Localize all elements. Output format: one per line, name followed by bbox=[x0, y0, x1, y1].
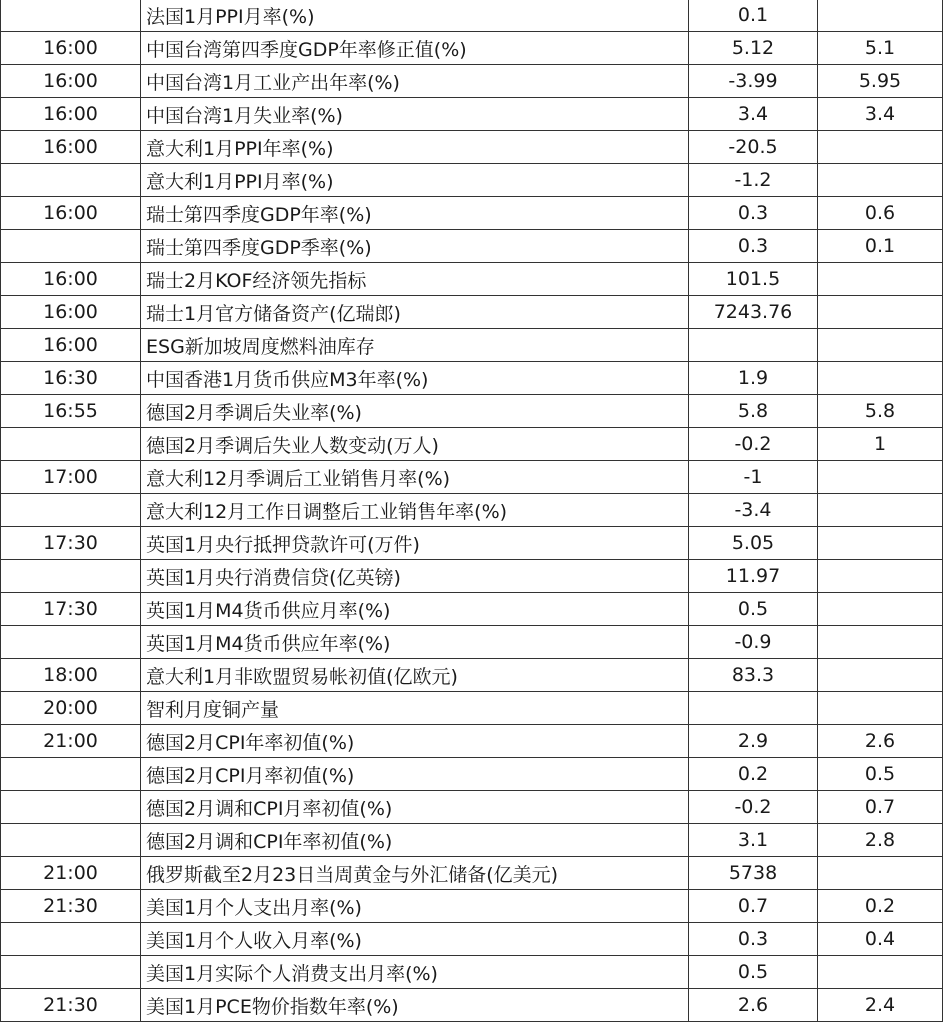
previous-value-cell: 2.9 bbox=[689, 725, 818, 758]
indicator-cell: 意大利1月PPI年率(%) bbox=[141, 131, 689, 164]
indicator-cell: 美国1月PCE物价指数年率(%) bbox=[141, 989, 689, 1022]
forecast-value-cell: 0.5 bbox=[818, 758, 943, 791]
forecast-value-cell bbox=[818, 263, 943, 296]
indicator-cell: 美国1月个人收入月率(%) bbox=[141, 923, 689, 956]
table-row bbox=[1, 692, 943, 725]
previous-value-cell: -3.4 bbox=[689, 494, 818, 527]
forecast-value-cell: 2.4 bbox=[818, 989, 943, 1022]
time-cell bbox=[1, 164, 141, 197]
forecast-value-cell bbox=[818, 329, 943, 362]
indicator-cell: 德国2月调和CPI月率初值(%) bbox=[141, 791, 689, 824]
forecast-value-cell bbox=[818, 362, 943, 395]
previous-value-cell: 0.3 bbox=[689, 197, 818, 230]
time-cell: 16:00 bbox=[1, 65, 141, 98]
forecast-value-cell bbox=[818, 461, 943, 494]
table-row bbox=[1, 824, 943, 857]
time-cell: 17:00 bbox=[1, 461, 141, 494]
indicator-cell: 德国2月调和CPI年率初值(%) bbox=[141, 824, 689, 857]
time-cell bbox=[1, 791, 141, 824]
table-row bbox=[1, 98, 943, 131]
forecast-value-cell: 0.1 bbox=[818, 230, 943, 263]
forecast-value-cell bbox=[818, 527, 943, 560]
forecast-value-cell bbox=[818, 626, 943, 659]
indicator-cell: 中国台湾1月失业率(%) bbox=[141, 98, 689, 131]
table-row bbox=[1, 725, 943, 758]
forecast-value-cell bbox=[818, 164, 943, 197]
table-row bbox=[1, 296, 943, 329]
forecast-value-cell: 2.6 bbox=[818, 725, 943, 758]
forecast-value-cell bbox=[818, 857, 943, 890]
forecast-value-cell: 5.95 bbox=[818, 65, 943, 98]
indicator-cell: 瑞士1月官方储备资产(亿瑞郎) bbox=[141, 296, 689, 329]
table-row bbox=[1, 659, 943, 692]
time-cell bbox=[1, 230, 141, 263]
previous-value-cell: 5.05 bbox=[689, 527, 818, 560]
forecast-value-cell: 0.4 bbox=[818, 923, 943, 956]
time-cell: 16:00 bbox=[1, 296, 141, 329]
previous-value-cell: -1 bbox=[689, 461, 818, 494]
forecast-value-cell bbox=[818, 296, 943, 329]
previous-value-cell: 11.97 bbox=[689, 560, 818, 593]
previous-value-cell: 7243.76 bbox=[689, 296, 818, 329]
table-row bbox=[1, 0, 943, 32]
table-row bbox=[1, 956, 943, 989]
forecast-value-cell bbox=[818, 659, 943, 692]
time-cell: 16:55 bbox=[1, 395, 141, 428]
time-cell bbox=[1, 758, 141, 791]
table-row bbox=[1, 164, 943, 197]
table-row bbox=[1, 395, 943, 428]
indicator-cell: 瑞士第四季度GDP季率(%) bbox=[141, 230, 689, 263]
table-row bbox=[1, 65, 943, 98]
time-cell: 16:00 bbox=[1, 32, 141, 65]
time-cell: 21:30 bbox=[1, 890, 141, 923]
time-cell: 17:30 bbox=[1, 527, 141, 560]
table-row bbox=[1, 263, 943, 296]
indicator-cell: 瑞士2月KOF经济领先指标 bbox=[141, 263, 689, 296]
table-row bbox=[1, 32, 943, 65]
forecast-value-cell: 0.6 bbox=[818, 197, 943, 230]
indicator-cell: ESG新加坡周度燃料油库存 bbox=[141, 329, 689, 362]
previous-value-cell: 5.12 bbox=[689, 32, 818, 65]
forecast-value-cell bbox=[818, 0, 943, 32]
table-row bbox=[1, 593, 943, 626]
indicator-cell: 意大利1月非欧盟贸易帐初值(亿欧元) bbox=[141, 659, 689, 692]
table-row bbox=[1, 329, 943, 362]
indicator-cell: 意大利1月PPI月率(%) bbox=[141, 164, 689, 197]
previous-value-cell: -0.9 bbox=[689, 626, 818, 659]
indicator-cell: 法国1月PPI月率(%) bbox=[141, 0, 689, 32]
time-cell bbox=[1, 560, 141, 593]
indicator-cell: 意大利12月工作日调整后工业销售年率(%) bbox=[141, 494, 689, 527]
time-cell: 16:00 bbox=[1, 98, 141, 131]
previous-value-cell: 0.5 bbox=[689, 593, 818, 626]
indicator-cell: 英国1月M4货币供应月率(%) bbox=[141, 593, 689, 626]
previous-value-cell: 0.2 bbox=[689, 758, 818, 791]
forecast-value-cell: 3.4 bbox=[818, 98, 943, 131]
forecast-value-cell bbox=[818, 956, 943, 989]
table-row bbox=[1, 494, 943, 527]
previous-value-cell: 5.8 bbox=[689, 395, 818, 428]
table-row bbox=[1, 989, 943, 1022]
time-cell bbox=[1, 824, 141, 857]
previous-value-cell: 5738 bbox=[689, 857, 818, 890]
indicator-cell: 智利月度铜产量 bbox=[141, 692, 689, 725]
previous-value-cell: 0.3 bbox=[689, 230, 818, 263]
forecast-value-cell bbox=[818, 593, 943, 626]
table-row bbox=[1, 197, 943, 230]
time-cell bbox=[1, 0, 141, 32]
table-row bbox=[1, 890, 943, 923]
previous-value-cell: 3.4 bbox=[689, 98, 818, 131]
previous-value-cell: 0.7 bbox=[689, 890, 818, 923]
table-row bbox=[1, 626, 943, 659]
forecast-value-cell bbox=[818, 692, 943, 725]
previous-value-cell: -20.5 bbox=[689, 131, 818, 164]
indicator-cell: 瑞士第四季度GDP年率(%) bbox=[141, 197, 689, 230]
previous-value-cell: -1.2 bbox=[689, 164, 818, 197]
time-cell bbox=[1, 626, 141, 659]
time-cell: 18:00 bbox=[1, 659, 141, 692]
indicator-cell: 中国香港1月货币供应M3年率(%) bbox=[141, 362, 689, 395]
time-cell bbox=[1, 428, 141, 461]
time-cell: 16:00 bbox=[1, 197, 141, 230]
time-cell bbox=[1, 494, 141, 527]
time-cell bbox=[1, 956, 141, 989]
forecast-value-cell: 2.8 bbox=[818, 824, 943, 857]
previous-value-cell bbox=[689, 329, 818, 362]
indicator-cell: 英国1月M4货币供应年率(%) bbox=[141, 626, 689, 659]
time-cell: 20:00 bbox=[1, 692, 141, 725]
indicator-cell: 德国2月CPI月率初值(%) bbox=[141, 758, 689, 791]
table-row bbox=[1, 230, 943, 263]
indicator-cell: 德国2月CPI年率初值(%) bbox=[141, 725, 689, 758]
previous-value-cell: 0.1 bbox=[689, 0, 818, 32]
time-cell: 16:00 bbox=[1, 329, 141, 362]
indicator-cell: 德国2月季调后失业率(%) bbox=[141, 395, 689, 428]
previous-value-cell: 0.3 bbox=[689, 923, 818, 956]
indicator-cell: 德国2月季调后失业人数变动(万人) bbox=[141, 428, 689, 461]
time-cell: 16:30 bbox=[1, 362, 141, 395]
previous-value-cell: -0.2 bbox=[689, 428, 818, 461]
forecast-value-cell bbox=[818, 131, 943, 164]
time-cell: 16:00 bbox=[1, 131, 141, 164]
time-cell: 21:30 bbox=[1, 989, 141, 1022]
previous-value-cell: 2.6 bbox=[689, 989, 818, 1022]
indicator-cell: 美国1月实际个人消费支出月率(%) bbox=[141, 956, 689, 989]
forecast-value-cell: 1 bbox=[818, 428, 943, 461]
previous-value-cell: 83.3 bbox=[689, 659, 818, 692]
table-row bbox=[1, 923, 943, 956]
forecast-value-cell: 0.2 bbox=[818, 890, 943, 923]
table-row bbox=[1, 791, 943, 824]
time-cell: 21:00 bbox=[1, 725, 141, 758]
indicator-cell: 俄罗斯截至2月23日当周黄金与外汇储备(亿美元) bbox=[141, 857, 689, 890]
previous-value-cell: -3.99 bbox=[689, 65, 818, 98]
previous-value-cell: 0.5 bbox=[689, 956, 818, 989]
previous-value-cell: 1.9 bbox=[689, 362, 818, 395]
indicator-cell: 美国1月个人支出月率(%) bbox=[141, 890, 689, 923]
forecast-value-cell bbox=[818, 560, 943, 593]
time-cell: 16:00 bbox=[1, 263, 141, 296]
time-cell: 17:30 bbox=[1, 593, 141, 626]
forecast-value-cell: 0.7 bbox=[818, 791, 943, 824]
table-row bbox=[1, 857, 943, 890]
time-cell: 21:00 bbox=[1, 857, 141, 890]
table-row bbox=[1, 758, 943, 791]
table-row bbox=[1, 527, 943, 560]
table-row bbox=[1, 560, 943, 593]
forecast-value-cell: 5.1 bbox=[818, 32, 943, 65]
forecast-value-cell bbox=[818, 494, 943, 527]
table-row bbox=[1, 428, 943, 461]
table-body bbox=[1, 0, 943, 1022]
previous-value-cell: 3.1 bbox=[689, 824, 818, 857]
previous-value-cell: 101.5 bbox=[689, 263, 818, 296]
table-row bbox=[1, 131, 943, 164]
indicator-cell: 英国1月央行抵押贷款许可(万件) bbox=[141, 527, 689, 560]
indicator-cell: 意大利12月季调后工业销售月率(%) bbox=[141, 461, 689, 494]
time-cell bbox=[1, 923, 141, 956]
previous-value-cell: -0.2 bbox=[689, 791, 818, 824]
indicator-cell: 英国1月央行消费信贷(亿英镑) bbox=[141, 560, 689, 593]
previous-value-cell bbox=[689, 692, 818, 725]
table-row bbox=[1, 362, 943, 395]
indicator-cell: 中国台湾第四季度GDP年率修正值(%) bbox=[141, 32, 689, 65]
forecast-value-cell: 5.8 bbox=[818, 395, 943, 428]
indicator-cell: 中国台湾1月工业产出年率(%) bbox=[141, 65, 689, 98]
table-row bbox=[1, 461, 943, 494]
